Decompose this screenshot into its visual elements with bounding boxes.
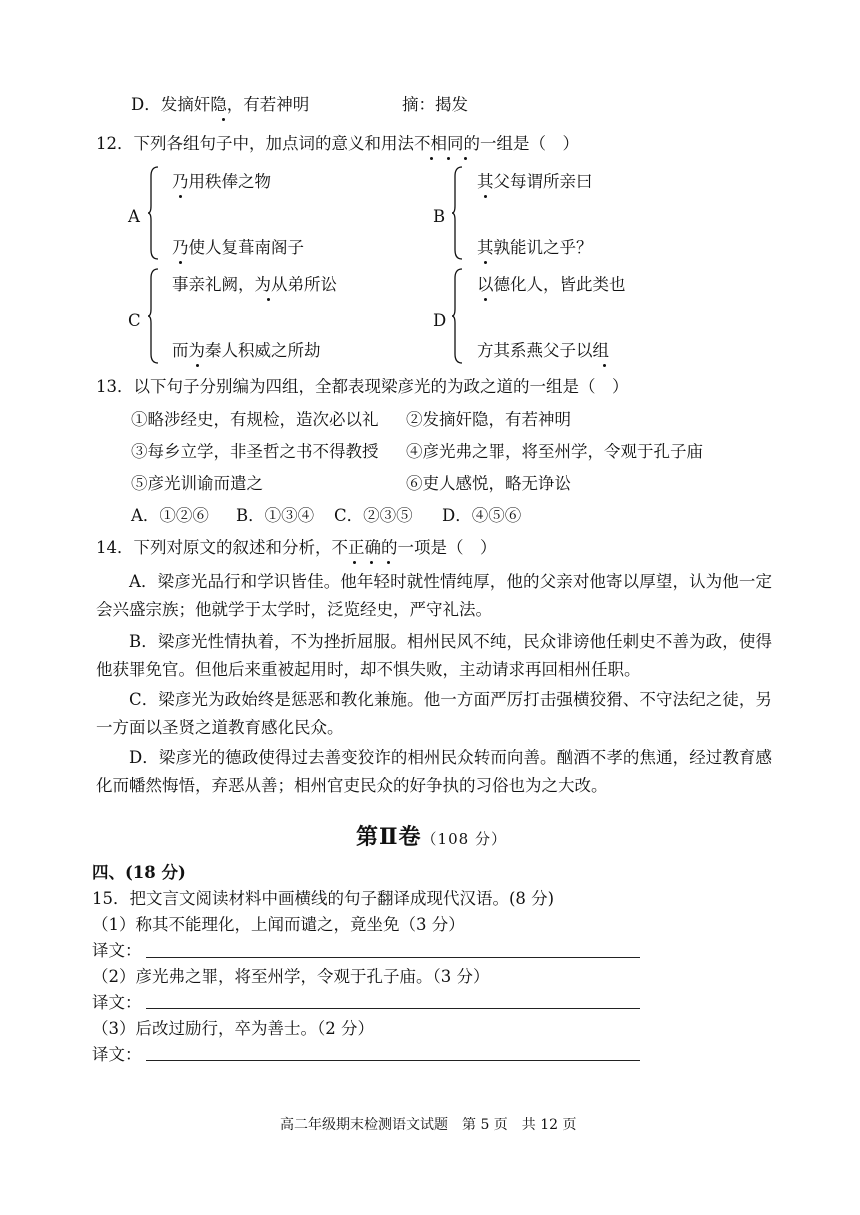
q13-choice-d: D．④⑤⑥	[442, 506, 522, 525]
q15-item-3-answer-line[interactable]	[146, 1060, 640, 1061]
emphasis-dot	[484, 261, 487, 264]
page-footer: 高二年级期末检测语文试题 第 5 页 共 12 页	[280, 1117, 577, 1133]
emphasis-dot	[196, 364, 199, 367]
brace-c	[148, 268, 158, 364]
q12-option-d-label: D	[433, 311, 447, 330]
q13-stem: 13．以下句子分别编为四组，全都表现梁彦光的为政之道的一组是（ ）	[96, 377, 629, 396]
q12-a-sentence-1: 乃用秩俸之物	[172, 172, 271, 191]
q14-stem: 14．下列对原文的叙述和分析，不正确的一项是（ ）	[96, 538, 497, 557]
q12-stem: 12．下列各组句子中，加点词的意义和用法不相同的一组是（ ）	[96, 134, 579, 153]
q15-item-3-label: 译文：	[92, 1045, 142, 1064]
q13-item-2: ②发摘奸隐，有若神明	[406, 410, 571, 429]
emphasis-dot	[370, 561, 373, 564]
q13-item-6: ⑥吏人感悦，略无诤讼	[406, 474, 571, 493]
q13-item-4: ④彦光弗之罪，将至州学，令观于孔子庙	[406, 442, 703, 461]
q15-item-3-prompt: （3）后改过励行，卒为善士。（2 分）	[92, 1019, 374, 1038]
q12-c-sentence-2: 而为秦人积威之所劫	[172, 341, 321, 360]
brace-b	[452, 166, 462, 260]
q15-stem: 15．把文言文阅读材料中画横线的句子翻译成现代汉语。(8 分)	[92, 889, 555, 908]
q13-choice-b: B．①③④	[236, 506, 315, 525]
q14-option-c: C．梁彦光为政始终是惩恶和教化兼施。他一方面严厉打击强横狡猾、不守法纪之徒，另一方面以圣贤之道教育感化民众。	[96, 690, 772, 737]
q14-option-d: D．梁彦光的德政使得过去善变狡诈的相州民众转而向善。酗酒不孝的焦通，经过教育感化而幡然悔悟，弃恶从善；相州官吏民众的好争执的习俗也为之大改。	[96, 748, 772, 795]
emphasis-dot	[603, 364, 606, 367]
q12-option-a-label: A	[128, 207, 140, 226]
emphasis-dot	[267, 298, 270, 301]
q12-option-c-label: C	[128, 311, 141, 330]
q13-choice-a: A．①②⑥	[131, 506, 209, 525]
q14-option-b: B．梁彦光性情执着，不为挫折屈服。相州民风不纯，民众诽谤他任刺史不善为政，使得他获罪免官。但他后来重被起用时，却不惧失败，主动请求再回相州任职。	[96, 632, 772, 679]
q12-a-sentence-2: 乃使人复葺南阁子	[172, 238, 304, 257]
q15-item-2-label: 译文：	[92, 993, 142, 1012]
q11-option-d-gloss: 摘：揭发	[402, 95, 468, 114]
emphasis-dot	[447, 157, 450, 160]
part-2-score: （108 分）	[421, 830, 507, 848]
q15-item-2-answer-line[interactable]	[146, 1008, 640, 1009]
q13-item-3: ③每乡立学，非圣哲之书不得教授	[131, 442, 379, 461]
q13-item-5: ⑤彦光训谕而遣之	[131, 474, 263, 493]
q12-d-sentence-1: 以德化人，皆此类也	[477, 275, 626, 294]
q15-item-1-prompt: （1）称其不能理化，上闻而谴之，竟坐免（3 分）	[92, 915, 465, 934]
q15-item-1-label: 译文：	[92, 941, 142, 960]
q12-b-sentence-1: 其父每谓所亲曰	[477, 172, 593, 191]
q14-option-a: A．梁彦光品行和学识皆佳。他年轻时就性情纯厚，他的父亲对他寄以厚望，认为他一定会兴盛宗族；他就学于太学时，泛览经史，严守礼法。	[96, 572, 772, 619]
emphasis-dot	[387, 561, 390, 564]
q13-choice-c: C．②③⑤	[334, 506, 413, 525]
q12-option-b-label: B	[433, 207, 446, 226]
section-4-title: 四、(18 分)	[92, 863, 186, 882]
emphasis-dot	[484, 298, 487, 301]
brace-d	[452, 268, 462, 364]
q12-b-sentence-2: 其孰能讥之乎？	[477, 238, 593, 257]
emphasis-dot	[430, 157, 433, 160]
q15-item-1-answer-line[interactable]	[146, 957, 640, 958]
emphasis-dot	[222, 118, 225, 121]
q15-item-2-prompt: （2）彦光弗之罪，将至州学，令观于孔子庙。（3 分）	[92, 967, 490, 986]
brace-a	[148, 166, 158, 260]
emphasis-dot	[179, 195, 182, 198]
q12-d-sentence-2: 方其系燕父子以组	[477, 341, 609, 360]
emphasis-dot	[464, 157, 467, 160]
q12-c-sentence-1: 事亲礼阙，为从弟所讼	[172, 275, 337, 294]
emphasis-dot	[353, 561, 356, 564]
part-2-title: 第Ⅱ卷（108 分）	[356, 824, 507, 850]
emphasis-dot	[179, 261, 182, 264]
emphasis-dot	[484, 195, 487, 198]
q13-item-1: ①略涉经史，有规检，造次必以礼	[131, 410, 379, 429]
q11-option-d: D．发摘奸隐，有若神明	[131, 95, 310, 114]
